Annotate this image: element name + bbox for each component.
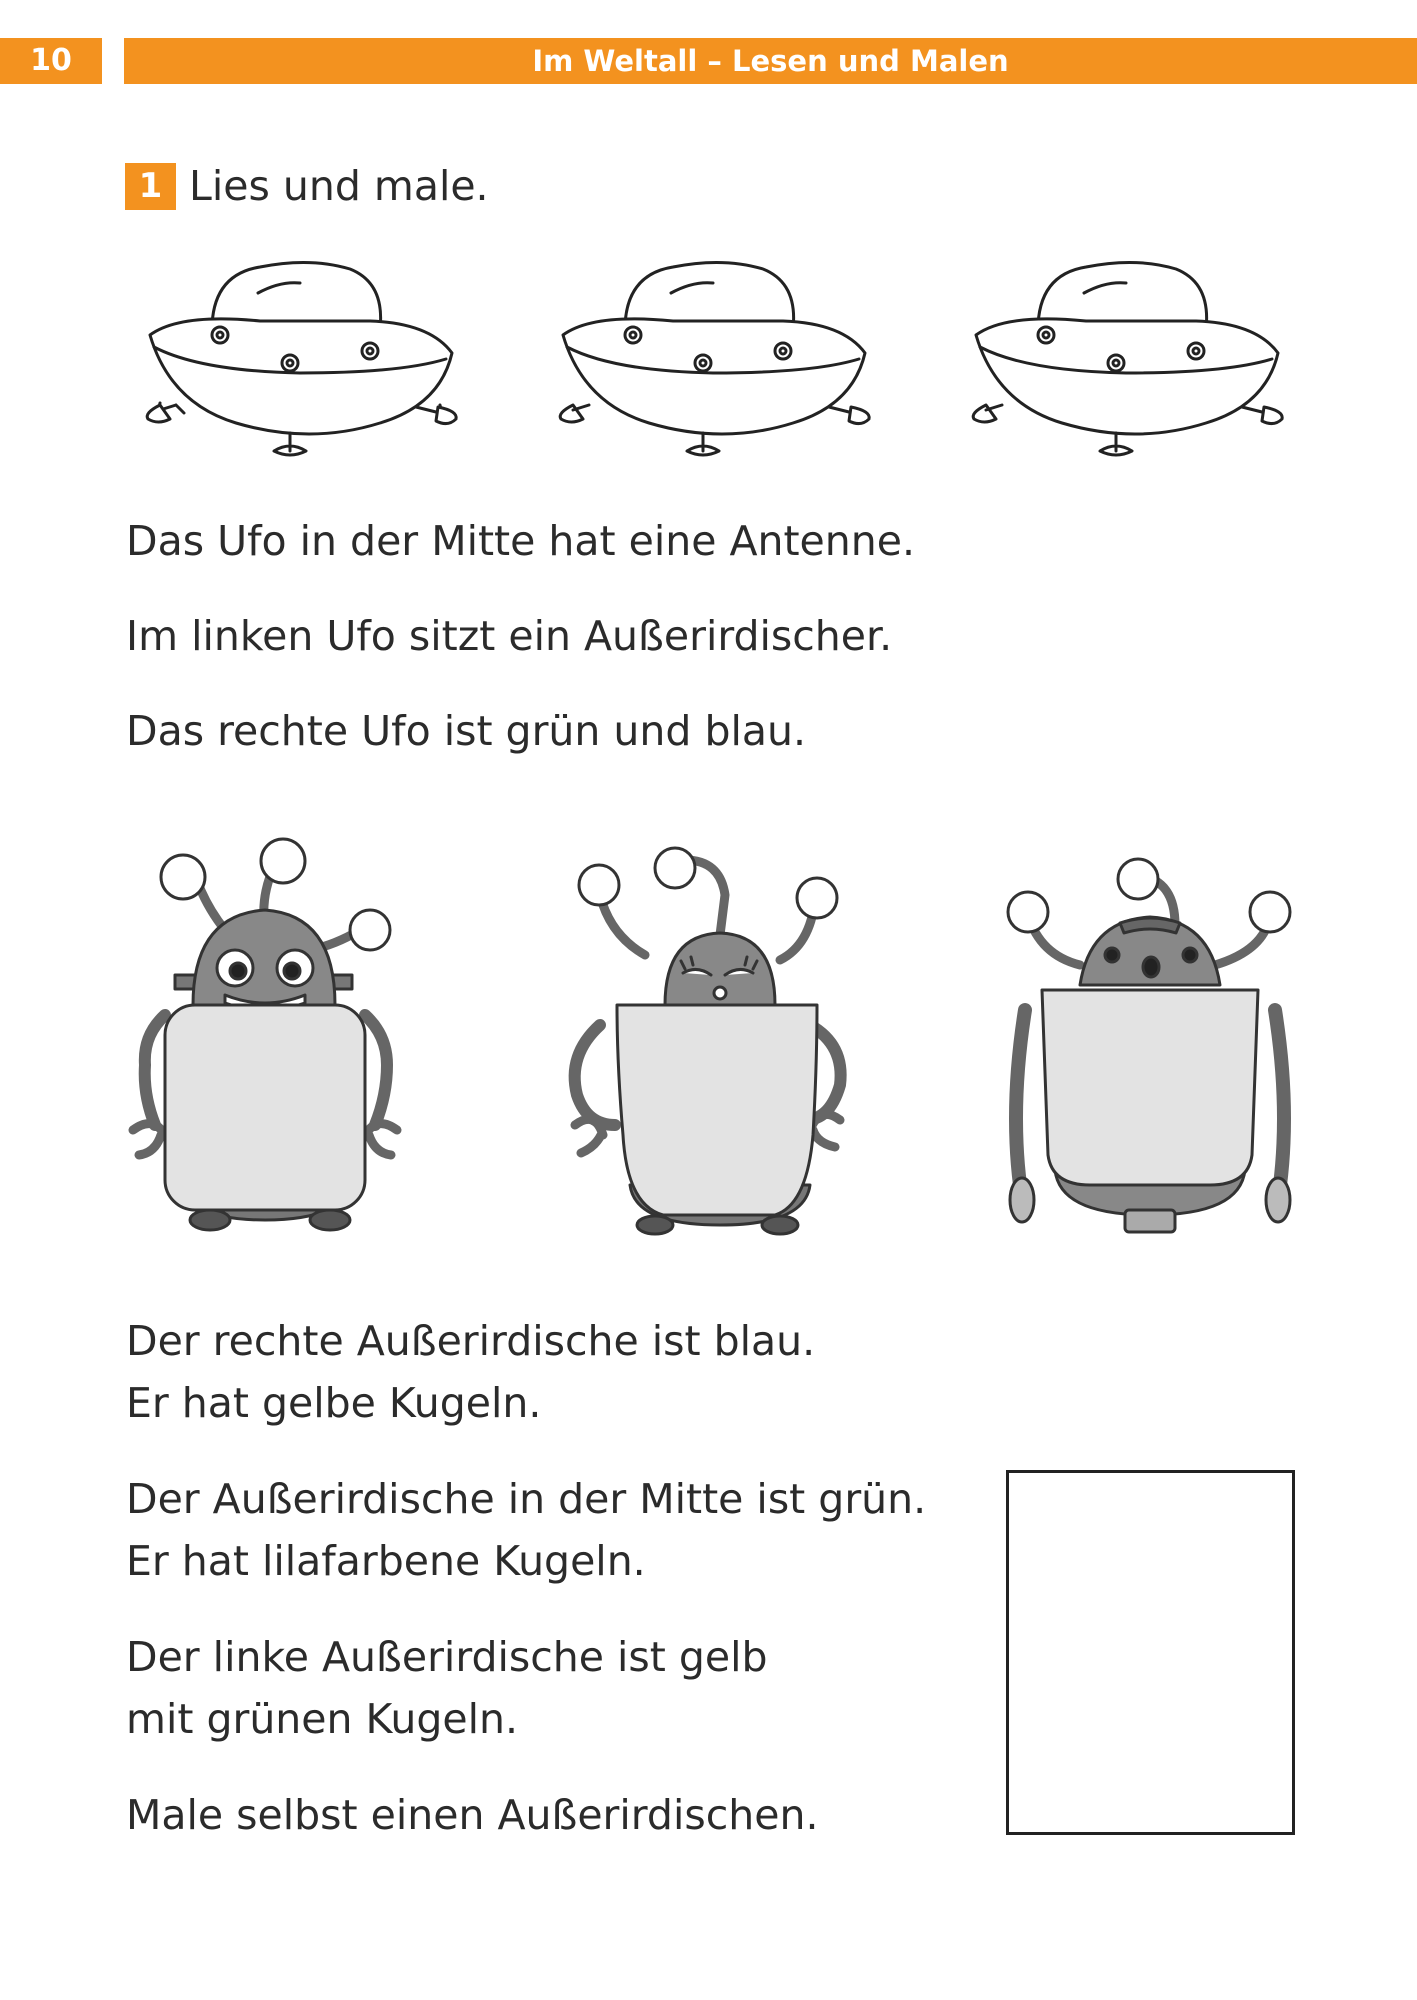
ufo-sentence-1: Das Ufo in der Mitte hat eine Antenne. [126,517,916,565]
task-number-badge: 1 [125,163,176,210]
final-instruction: Male selbst einen Außerirdischen. [126,1791,819,1839]
task-instruction: Lies und male. [189,162,489,210]
alien-middle-image [555,835,855,1235]
ufo-right-image [966,255,1286,460]
page-number: 10 [0,38,102,84]
page-title: Im Weltall – Lesen und Malen [124,38,1417,84]
ufo-sentence-3: Das rechte Ufo ist grün und blau. [126,707,807,755]
alien-paragraph-3-line-1: Der linke Außerirdische ist gelb [126,1633,768,1681]
alien-paragraph-3-line-2: mit grünen Kugeln. [126,1695,519,1743]
alien-paragraph-1-line-1: Der rechte Außerirdische ist blau. [126,1317,816,1365]
alien-paragraph-1-line-2: Er hat gelbe Kugeln. [126,1379,542,1427]
drawing-box[interactable] [1006,1470,1295,1835]
alien-paragraph-2-line-2: Er hat lilafarbene Kugeln. [126,1537,646,1585]
ufo-left-image [140,255,460,460]
alien-paragraph-2-line-1: Der Außerirdische in der Mitte ist grün. [126,1475,927,1523]
alien-right-image [1000,855,1300,1255]
alien-left-image [125,835,425,1235]
ufo-sentence-2: Im linken Ufo sitzt ein Außerirdischer. [126,612,893,660]
ufo-middle-image [553,255,873,460]
